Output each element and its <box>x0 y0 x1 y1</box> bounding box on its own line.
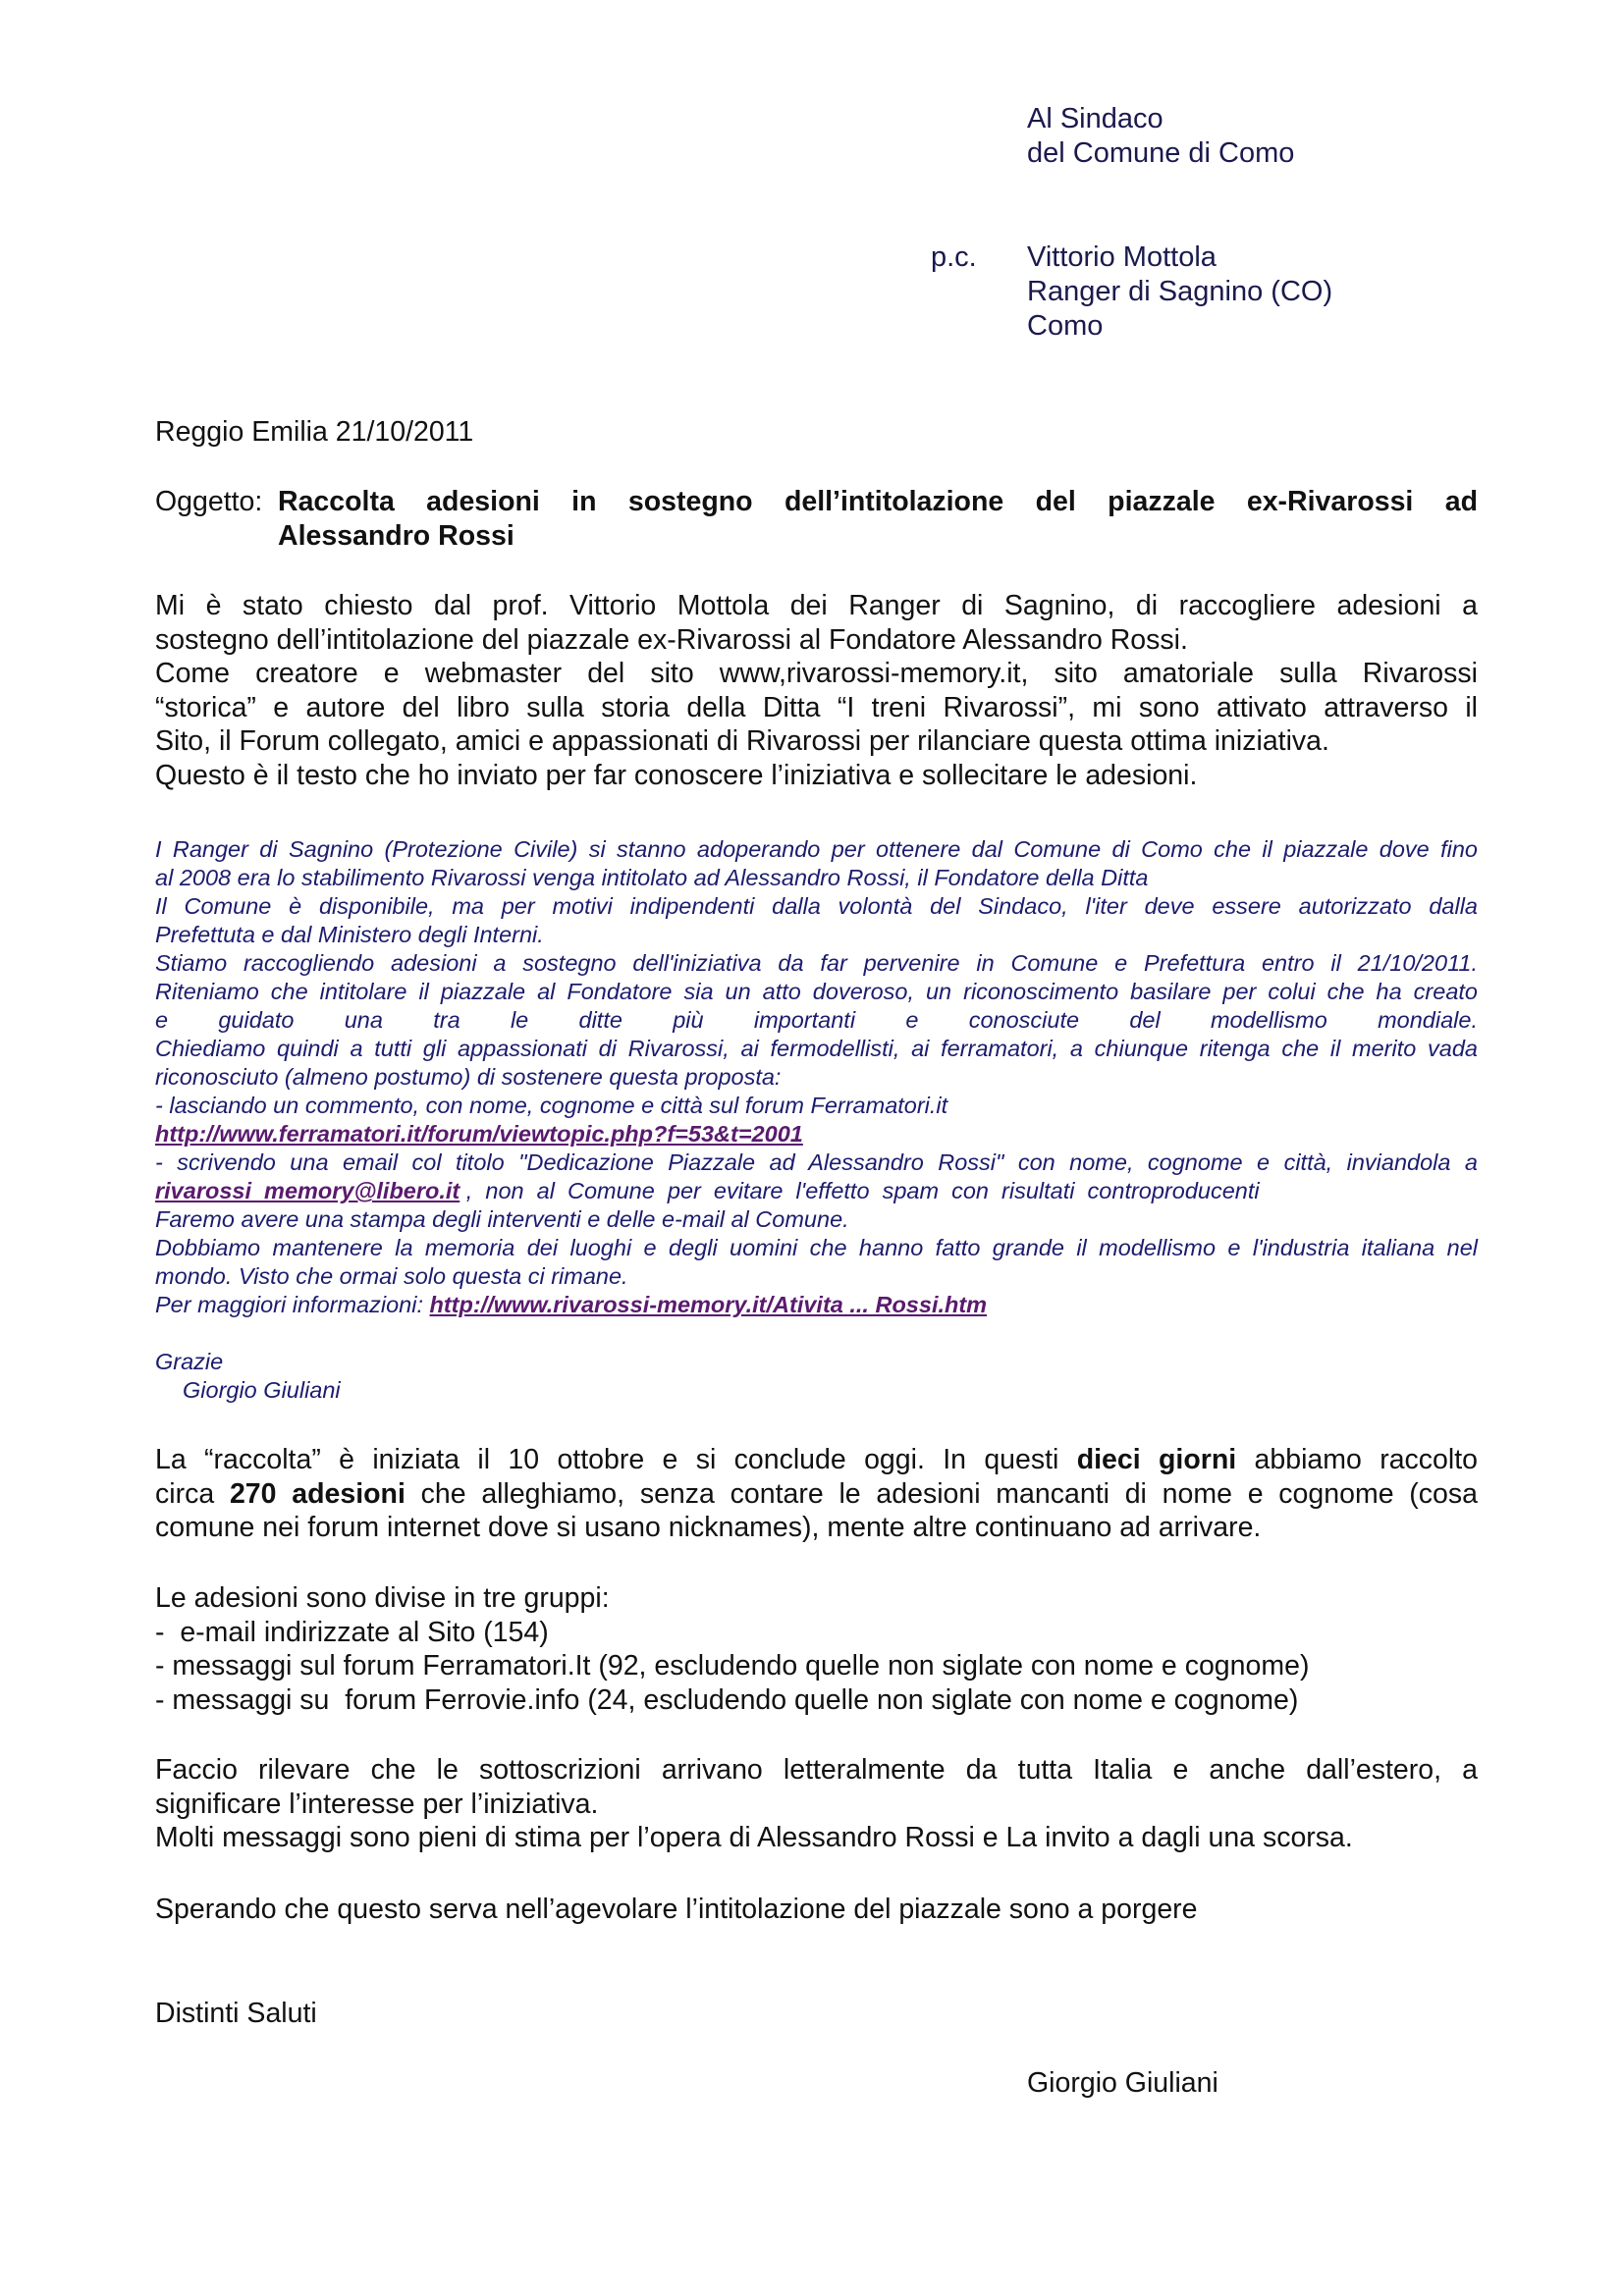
closing-line-3: Molti messaggi sono pieni di stima per l’opera di Alessandro Rossi e La invito a dagli una scorsa. <box>155 1822 1353 1853</box>
intro-line-6: Questo è il testo che ho inviato per far conoscere l’iniziativa e sollecitare le adesioni. <box>155 759 1198 791</box>
quoted-signer: Giorgio Giuliani <box>183 1377 341 1403</box>
quoted-line-17 <box>155 1291 1478 1319</box>
cc-line-2: Ranger di Sagnino (CO) <box>1027 276 1333 307</box>
quoted-line-8: Chiediamo quindi a tutti gli appassionati di Rivarossi, ai fermodellisti, ai ferramatori, a chiunque ritenga che il merito vada <box>155 1036 1478 1061</box>
closing-line-2: significare l’interesse per l’iniziativa. <box>155 1788 599 1820</box>
quoted-line-15: Dobbiamo mantenere la memoria dei luoghi e degli uomini che hanno fatto grande il modellismo e l'industria italiana nel <box>155 1235 1478 1260</box>
quoted-line-14: Faremo avere una stampa degli interventi e delle e-mail al Comune. <box>155 1206 849 1232</box>
quoted-line-11 <box>155 1120 1478 1148</box>
intro-line-4: “storica” e autore del libro sulla storia della Ditta “I treni Rivarossi”, mi sono attivato attraverso il <box>155 691 1478 723</box>
cc-line-3: Como <box>1027 310 1104 342</box>
cc-block <box>1027 240 1332 344</box>
quoted-line-13 <box>155 1177 1478 1205</box>
quoted-line-10: - lasciando un commento, con nome, cognome e città sul forum Ferramatori.it <box>155 1093 948 1118</box>
quoted-line-5: Stiamo raccogliendo adesioni a sostegno dell'iniziativa da far pervenire in Comune e Prefettura entro il 21/10/2011. <box>155 950 1478 976</box>
subject-line-2: Alessandro Rossi <box>278 519 514 552</box>
cc-label: p.c. <box>931 241 977 273</box>
quoted-line-13-rest: , non al Comune per evitare l'effetto spam con risultati controproducenti <box>460 1178 1260 1203</box>
summary-text-1a: La “raccolta” è iniziata il 10 ottobre e si conclude oggi. In questi <box>155 1444 1077 1475</box>
quoted-line-9: riconosciuto (almeno postumo) di sostenere questa proposta: <box>155 1064 782 1090</box>
intro-line-1: Mi è stato chiesto dal prof. Vittorio Mottola dei Ranger di Sagnino, di raccogliere adesioni a <box>155 590 1478 621</box>
quoted-spacer <box>155 1319 1478 1348</box>
recipient-line-1: Al Sindaco <box>1027 103 1163 134</box>
quoted-thanks: Grazie <box>155 1349 224 1374</box>
summary-text-1c: abbiamo raccolto <box>1236 1444 1478 1475</box>
summary-text-2a: circa <box>155 1477 230 1510</box>
summary-line-1 <box>155 1443 1478 1477</box>
intro-paragraph <box>155 589 1478 792</box>
closing-line-1: Faccio rilevare che le sottoscrizioni arrivano letteralmente da tutta Italia e anche dall’estero, a <box>155 1754 1478 1786</box>
recipient-block <box>1027 102 1294 171</box>
email-link[interactable]: rivarossi_memory@libero.it <box>155 1178 460 1203</box>
subject-text <box>278 485 1478 553</box>
quoted-line-3: Il Comune è disponibile, ma per motivi indipendenti dalla volontà del Sindaco, l'iter deve essere autorizzato dalla <box>155 893 1478 919</box>
salutation: Distinti Saluti <box>155 1998 317 2029</box>
summary-bold-count: 270 adesioni <box>229 1477 406 1510</box>
groups-intro: Le adesioni sono divise in tre gruppi: <box>155 1582 610 1614</box>
subject-label: Oggetto: <box>155 486 263 517</box>
summary-bold-days: dieci giorni <box>1076 1444 1237 1475</box>
quoted-line-6: Riteniamo che intitolare il piazzale al Fondatore sia un atto doveroso, un riconoscimento basilare per colui che ha creato <box>155 979 1478 1004</box>
place-date: Reggio Emilia 21/10/2011 <box>155 416 474 448</box>
subject-line-1: Raccolta adesioni in sostegno dell’intitolazione del piazzale ex-Rivarossi ad <box>278 486 1478 517</box>
groups-list <box>155 1581 1478 1717</box>
quoted-line-16: mondo. Visto che ormai solo questa ci rimane. <box>155 1263 628 1289</box>
summary-paragraph <box>155 1443 1478 1545</box>
group-item-3: - messaggi su forum Ferrovie.info (24, escludendo quelle non siglate con nome e cognome) <box>155 1683 1299 1716</box>
signature: Giorgio Giuliani <box>1027 2067 1218 2099</box>
closing-line-4: Sperando che questo serva nell’agevolare l’intitolazione del piazzale sono a porgere <box>155 1894 1198 1925</box>
summary-line-2 <box>155 1477 1478 1512</box>
intro-line-3: Come creatore e webmaster del sito www,rivarossi-memory.it, sito amatoriale sulla Rivarossi <box>155 658 1478 689</box>
closing-paragraph <box>155 1753 1478 1855</box>
rivarossi-memory-link[interactable]: http://www.rivarossi-memory.it/Ativita ... Rossi.htm <box>429 1292 988 1317</box>
ferramatori-forum-link[interactable]: http://www.ferramatori.it/forum/viewtopic.php?f=53&t=2001 <box>155 1121 803 1147</box>
group-item-1: - e-mail indirizzate al Sito (154) <box>155 1616 549 1648</box>
summary-line-3: comune nei forum internet dove si usano nicknames), mente altre continuano ad arrivare. <box>155 1512 1262 1543</box>
group-item-2: - messaggi sul forum Ferramatori.It (92, escludendo quelle non siglate con nome e cognome) <box>155 1650 1310 1682</box>
quoted-message <box>155 835 1478 1405</box>
quoted-line-4: Prefettuta e dal Ministero degli Interni. <box>155 922 544 947</box>
summary-text-2c: che alleghiamo, senza contare le adesioni mancanti di nome e cognome (cosa <box>405 1477 1478 1510</box>
more-info-label: Per maggiori informazioni: <box>155 1292 430 1317</box>
intro-line-5: Sito, il Forum collegato, amici e appassionati di Rivarossi per rilanciare questa ottima iniziativa. <box>155 725 1329 757</box>
quoted-line-12: - scrivendo una email col titolo "Dedicazione Piazzale ad Alessandro Rossi" con nome, cognome e città, inviandola a <box>155 1149 1478 1175</box>
quoted-line-2: al 2008 era lo stabilimento Rivarossi venga intitolato ad Alessandro Rossi, il Fondatore della Ditta <box>155 865 1149 890</box>
intro-line-2: sostegno dell’intitolazione del piazzale ex-Rivarossi al Fondatore Alessandro Rossi. <box>155 623 1188 656</box>
recipient-line-2: del Comune di Como <box>1027 137 1295 169</box>
quoted-line-1: I Ranger di Sagnino (Protezione Civile) si stanno adoperando per ottenere dal Comune di Como che il piazzale dove fino <box>155 836 1478 862</box>
cc-line-1: Vittorio Mottola <box>1027 241 1217 273</box>
quoted-line-7: e guidato una tra le ditte più importanti e conosciute del modellismo mondiale. <box>155 1007 1478 1033</box>
